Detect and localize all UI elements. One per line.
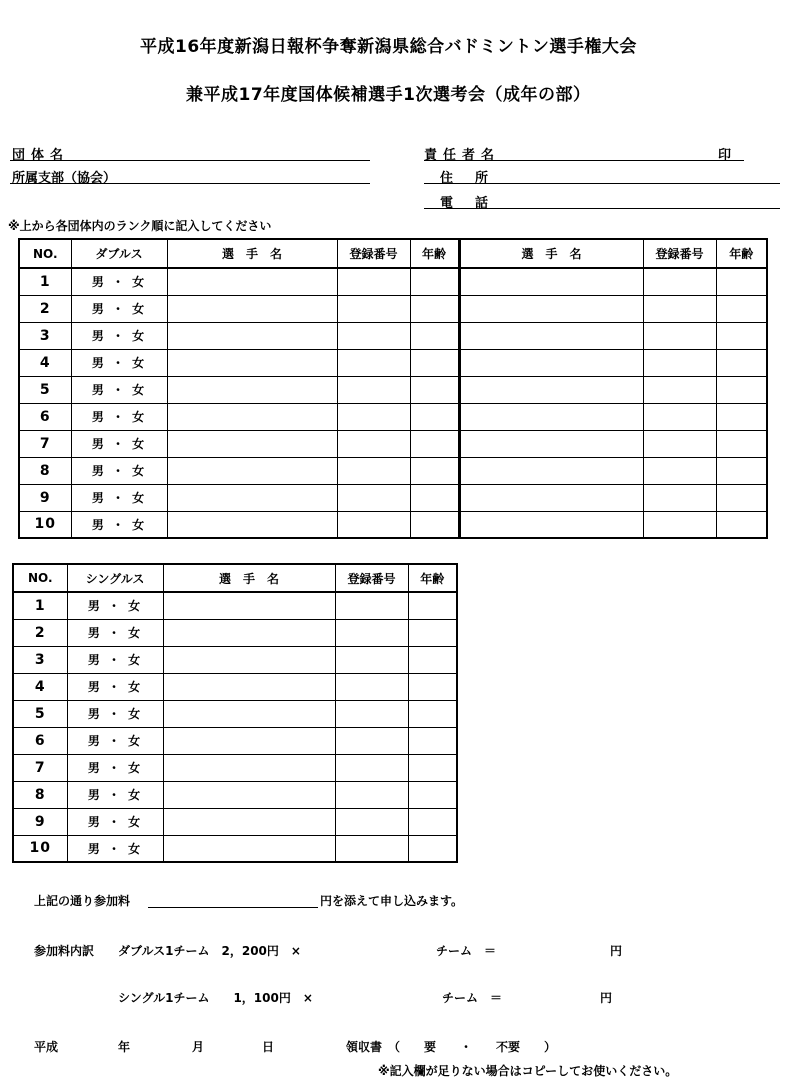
singles-row xyxy=(13,673,457,700)
player-name-cell[interactable] xyxy=(163,592,335,619)
doubles-header-type: ダブルス xyxy=(71,239,167,268)
player1-age-cell[interactable] xyxy=(410,430,459,457)
sex-select[interactable]: 男 ・ 女 xyxy=(71,295,167,322)
player2-age-cell[interactable] xyxy=(716,322,767,349)
player2-reg-cell[interactable] xyxy=(643,376,716,403)
player-reg-cell[interactable] xyxy=(335,673,408,700)
sex-select[interactable]: 男 ・ 女 xyxy=(71,376,167,403)
sex-select[interactable]: 男 ・ 女 xyxy=(71,457,167,484)
singles-header-reg: 登録番号 xyxy=(335,564,408,592)
doubles-header-age1: 年齢 xyxy=(410,239,459,268)
player2-name-cell[interactable] xyxy=(459,457,643,484)
sex-select[interactable]: 男 ・ 女 xyxy=(67,727,163,754)
singles-row-no: 2 xyxy=(13,619,67,646)
player2-reg-cell[interactable] xyxy=(643,349,716,376)
sex-select[interactable]: 男 ・ 女 xyxy=(71,511,167,538)
player1-reg-cell[interactable] xyxy=(337,484,410,511)
player1-reg-cell[interactable] xyxy=(337,376,410,403)
player-name-cell[interactable] xyxy=(163,646,335,673)
sex-select[interactable]: 男 ・ 女 xyxy=(67,673,163,700)
player1-name-cell[interactable] xyxy=(167,295,337,322)
player-age-cell[interactable] xyxy=(408,835,457,862)
player-age-cell[interactable] xyxy=(408,592,457,619)
player1-age-cell[interactable] xyxy=(410,511,459,538)
player2-age-cell[interactable] xyxy=(716,511,767,538)
sex-select[interactable]: 男 ・ 女 xyxy=(71,430,167,457)
fee-singles-yen: 円 xyxy=(600,991,613,1005)
branch-label: 所属支部（協会） xyxy=(12,171,117,186)
player-name-cell[interactable] xyxy=(163,673,335,700)
sex-select[interactable]: 男 ・ 女 xyxy=(71,484,167,511)
player1-age-cell[interactable] xyxy=(410,295,459,322)
player2-reg-cell[interactable] xyxy=(643,457,716,484)
player2-name-cell[interactable] xyxy=(459,484,643,511)
doubles-header-age2: 年齢 xyxy=(716,239,767,268)
doubles-row-no: 8 xyxy=(19,457,71,484)
doubles-row-no: 1 xyxy=(19,268,71,295)
fee-doubles-yen: 円 xyxy=(610,944,623,958)
doubles-row xyxy=(19,322,767,349)
player2-name-cell[interactable] xyxy=(459,349,643,376)
address-line[interactable] xyxy=(424,183,780,184)
doubles-row-no: 3 xyxy=(19,322,71,349)
doubles-header-player1: 選 手 名 xyxy=(167,239,337,268)
team-name-label: 団体名 xyxy=(12,148,70,163)
doubles-row xyxy=(19,268,767,295)
sex-select[interactable]: 男 ・ 女 xyxy=(67,646,163,673)
singles-row-no: 10 xyxy=(13,835,67,862)
sex-select[interactable]: 男 ・ 女 xyxy=(71,349,167,376)
doubles-row xyxy=(19,295,767,322)
player1-name-cell[interactable] xyxy=(167,268,337,295)
player1-reg-cell[interactable] xyxy=(337,430,410,457)
player-name-cell[interactable] xyxy=(163,781,335,808)
singles-row xyxy=(13,808,457,835)
fee-doubles-item: ダブルス1チーム 2，200円 × xyxy=(118,944,301,958)
doubles-table xyxy=(18,238,768,539)
player1-age-cell[interactable] xyxy=(410,457,459,484)
player2-reg-cell[interactable] xyxy=(643,484,716,511)
doubles-header-reg2: 登録番号 xyxy=(643,239,716,268)
responsible-line[interactable] xyxy=(424,160,744,161)
sex-select[interactable]: 男 ・ 女 xyxy=(67,835,163,862)
player1-reg-cell[interactable] xyxy=(337,403,410,430)
singles-row xyxy=(13,619,457,646)
player-reg-cell[interactable] xyxy=(335,808,408,835)
singles-header-player: 選 手 名 xyxy=(163,564,335,592)
player-reg-cell[interactable] xyxy=(335,646,408,673)
player2-name-cell[interactable] xyxy=(459,322,643,349)
player2-name-cell[interactable] xyxy=(459,403,643,430)
player2-reg-cell[interactable] xyxy=(643,268,716,295)
branch-line[interactable] xyxy=(10,183,370,184)
player2-age-cell[interactable] xyxy=(716,268,767,295)
player1-reg-cell[interactable] xyxy=(337,511,410,538)
player1-age-cell[interactable] xyxy=(410,403,459,430)
singles-row xyxy=(13,592,457,619)
sex-select[interactable]: 男 ・ 女 xyxy=(67,781,163,808)
doubles-row-no: 10 xyxy=(19,511,71,538)
sex-select[interactable]: 男 ・ 女 xyxy=(67,754,163,781)
receipt-choice[interactable]: 領収書 （ 要 ・ 不要 ） xyxy=(346,1040,557,1054)
singles-row xyxy=(13,781,457,808)
player-reg-cell[interactable] xyxy=(335,754,408,781)
rank-note: ※上から各団体内のランク順に記入してください xyxy=(8,219,272,233)
fee-breakdown-label: 参加料内訳 xyxy=(34,944,95,958)
singles-row xyxy=(13,835,457,862)
footer-day: 日 xyxy=(262,1040,275,1054)
singles-row-no: 9 xyxy=(13,808,67,835)
player1-reg-cell[interactable] xyxy=(337,349,410,376)
doubles-row-no: 2 xyxy=(19,295,71,322)
player-name-cell[interactable] xyxy=(163,754,335,781)
player2-age-cell[interactable] xyxy=(716,457,767,484)
player2-age-cell[interactable] xyxy=(716,484,767,511)
copy-note: ※記入欄が足りない場合はコピーしてお使いください。 xyxy=(378,1064,678,1078)
fee-doubles-team: チーム ＝ xyxy=(436,944,497,958)
phone-line[interactable] xyxy=(424,208,780,209)
player-age-cell[interactable] xyxy=(408,619,457,646)
sex-select[interactable]: 男 ・ 女 xyxy=(71,403,167,430)
player-age-cell[interactable] xyxy=(408,700,457,727)
player2-name-cell[interactable] xyxy=(459,511,643,538)
doubles-header-player2: 選 手 名 xyxy=(459,239,643,268)
player1-age-cell[interactable] xyxy=(410,376,459,403)
doubles-row xyxy=(19,484,767,511)
player1-name-cell[interactable] xyxy=(167,349,337,376)
singles-row xyxy=(13,754,457,781)
singles-row-no: 5 xyxy=(13,700,67,727)
singles-row-no: 8 xyxy=(13,781,67,808)
player2-name-cell[interactable] xyxy=(459,295,643,322)
player2-name-cell[interactable] xyxy=(459,268,643,295)
player1-age-cell[interactable] xyxy=(410,484,459,511)
player1-age-cell[interactable] xyxy=(410,322,459,349)
player-age-cell[interactable] xyxy=(408,673,457,700)
doubles-row xyxy=(19,376,767,403)
player2-reg-cell[interactable] xyxy=(643,430,716,457)
player2-reg-cell[interactable] xyxy=(643,511,716,538)
footer-year: 年 xyxy=(118,1040,131,1054)
singles-row-no: 4 xyxy=(13,673,67,700)
form-title: 平成16年度新潟日報杯争奪新潟県総合バドミントン選手権大会 xyxy=(140,37,637,57)
sex-select[interactable]: 男 ・ 女 xyxy=(71,322,167,349)
player1-age-cell[interactable] xyxy=(410,268,459,295)
phone-label: 電話 xyxy=(440,196,511,211)
singles-table xyxy=(12,563,458,863)
sex-select[interactable]: 男 ・ 女 xyxy=(67,592,163,619)
singles-header-no: NO. xyxy=(13,564,67,592)
footer-month: 月 xyxy=(192,1040,205,1054)
player2-reg-cell[interactable] xyxy=(643,295,716,322)
player-name-cell[interactable] xyxy=(163,700,335,727)
responsible-label: 責任者名 xyxy=(424,148,501,163)
sex-select[interactable]: 男 ・ 女 xyxy=(71,268,167,295)
player-reg-cell[interactable] xyxy=(335,781,408,808)
form-subtitle: 兼平成17年度国体候補選手1次選考会（成年の部） xyxy=(186,85,591,105)
singles-row-no: 1 xyxy=(13,592,67,619)
singles-row xyxy=(13,700,457,727)
player1-name-cell[interactable] xyxy=(167,403,337,430)
player1-reg-cell[interactable] xyxy=(337,268,410,295)
player2-name-cell[interactable] xyxy=(459,376,643,403)
sex-select[interactable]: 男 ・ 女 xyxy=(67,619,163,646)
player1-age-cell[interactable] xyxy=(410,349,459,376)
doubles-row-no: 4 xyxy=(19,349,71,376)
doubles-row xyxy=(19,430,767,457)
player1-name-cell[interactable] xyxy=(167,430,337,457)
singles-row-no: 7 xyxy=(13,754,67,781)
player-age-cell[interactable] xyxy=(408,646,457,673)
sex-select[interactable]: 男 ・ 女 xyxy=(67,700,163,727)
player-reg-cell[interactable] xyxy=(335,727,408,754)
player1-name-cell[interactable] xyxy=(167,457,337,484)
player-name-cell[interactable] xyxy=(163,808,335,835)
doubles-row xyxy=(19,349,767,376)
player2-reg-cell[interactable] xyxy=(643,403,716,430)
player2-age-cell[interactable] xyxy=(716,349,767,376)
singles-row xyxy=(13,646,457,673)
doubles-header-no: NO. xyxy=(19,239,71,268)
fee-total-line[interactable] xyxy=(148,907,318,908)
fee-line-suffix: 円を添えて申し込みます。 xyxy=(320,894,464,908)
doubles-header-reg1: 登録番号 xyxy=(337,239,410,268)
player-reg-cell[interactable] xyxy=(335,592,408,619)
player-reg-cell[interactable] xyxy=(335,835,408,862)
doubles-row-no: 7 xyxy=(19,430,71,457)
player-name-cell[interactable] xyxy=(163,835,335,862)
fee-line-prefix: 上記の通り参加料 xyxy=(34,894,131,908)
doubles-row-no: 5 xyxy=(19,376,71,403)
player1-reg-cell[interactable] xyxy=(337,322,410,349)
address-label: 住所 xyxy=(440,171,511,186)
doubles-row xyxy=(19,457,767,484)
player1-name-cell[interactable] xyxy=(167,376,337,403)
player1-name-cell[interactable] xyxy=(167,511,337,538)
singles-row-no: 3 xyxy=(13,646,67,673)
player-name-cell[interactable] xyxy=(163,727,335,754)
player-name-cell[interactable] xyxy=(163,619,335,646)
player1-reg-cell[interactable] xyxy=(337,295,410,322)
singles-header-age: 年齢 xyxy=(408,564,457,592)
player-reg-cell[interactable] xyxy=(335,700,408,727)
player1-reg-cell[interactable] xyxy=(337,457,410,484)
player2-age-cell[interactable] xyxy=(716,403,767,430)
player2-name-cell[interactable] xyxy=(459,430,643,457)
fee-singles-item: シングル1チーム 1，100円 × xyxy=(118,991,313,1005)
player-reg-cell[interactable] xyxy=(335,619,408,646)
player-age-cell[interactable] xyxy=(408,727,457,754)
player2-age-cell[interactable] xyxy=(716,295,767,322)
team-name-line[interactable] xyxy=(10,160,370,161)
doubles-row xyxy=(19,403,767,430)
player1-name-cell[interactable] xyxy=(167,484,337,511)
singles-row-no: 6 xyxy=(13,727,67,754)
doubles-row xyxy=(19,511,767,538)
singles-row xyxy=(13,727,457,754)
singles-header-type: シングルス xyxy=(67,564,163,592)
seal-label: 印 xyxy=(718,148,732,163)
player-age-cell[interactable] xyxy=(408,808,457,835)
player2-age-cell[interactable] xyxy=(716,430,767,457)
player1-name-cell[interactable] xyxy=(167,322,337,349)
player-age-cell[interactable] xyxy=(408,754,457,781)
doubles-row-no: 9 xyxy=(19,484,71,511)
sex-select[interactable]: 男 ・ 女 xyxy=(67,808,163,835)
player2-age-cell[interactable] xyxy=(716,376,767,403)
player2-reg-cell[interactable] xyxy=(643,322,716,349)
doubles-row-no: 6 xyxy=(19,403,71,430)
player-age-cell[interactable] xyxy=(408,781,457,808)
fee-singles-team: チーム ＝ xyxy=(442,991,503,1005)
footer-era: 平成 xyxy=(34,1040,59,1054)
